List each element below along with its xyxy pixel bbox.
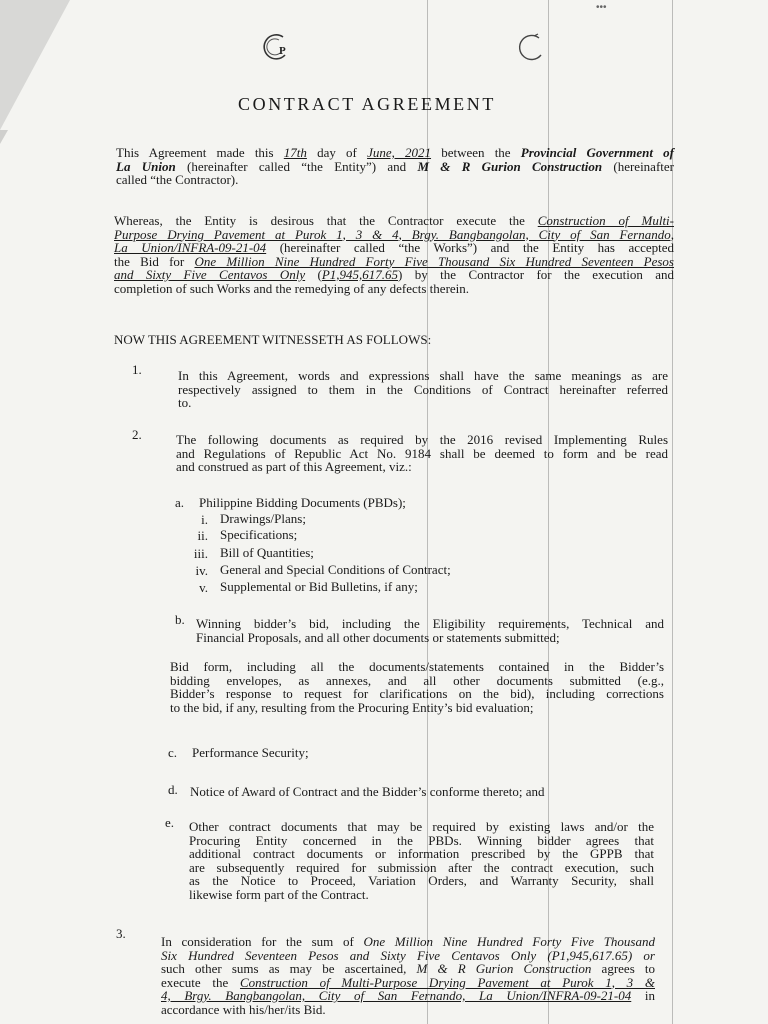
bid-amount: P1,945,617.65 xyxy=(321,267,399,282)
provincial-seal-icon xyxy=(258,30,292,64)
text-line xyxy=(161,989,655,1003)
project-name: Construction of Multi-Purpose Drying Pavement at Purok 1, 3 & xyxy=(239,974,655,990)
document-title: CONTRACT AGREEMENT xyxy=(238,94,496,114)
text-line xyxy=(161,949,655,963)
text: This Agreement made this xyxy=(116,145,284,160)
amount: (P1,945,617.65) or xyxy=(536,947,655,963)
project-name: 4, Brgy. Bangbangolan, City of San Fernando, La Union/INFRA-09-21-04 xyxy=(161,988,632,1003)
preamble-paragraph xyxy=(116,146,674,187)
text-line: and construed as part of this Agreement, viz.: xyxy=(176,459,412,474)
list-item-a: Philippine Bidding Documents (PBDs); xyxy=(199,495,406,510)
project-name: Construction of Multi- xyxy=(537,213,674,228)
contractor-name: M & R Gurion Construction xyxy=(416,961,592,976)
contract-day: 17th xyxy=(283,145,307,160)
text-line xyxy=(161,976,655,990)
top-mark: ••• xyxy=(596,2,607,13)
svg-text:P: P xyxy=(279,45,286,57)
item-1-paragraph xyxy=(178,369,668,410)
text-line xyxy=(116,160,674,174)
item-number: 3. xyxy=(116,926,126,941)
sub-item: Drawings/Plans; xyxy=(220,511,306,526)
bid-amount-words: One Million Nine Hundred Forty Five Thousand Six Hundred Seventeen Pesos xyxy=(194,253,674,269)
text-line: Bid form, including all the documents/statements contained in the Bidder’s xyxy=(170,659,664,674)
text-line: In this Agreement, words and expressions shall have the same meanings as are xyxy=(178,368,668,383)
item-3-paragraph xyxy=(161,935,655,1016)
text-line: The following documents as required by the 2016 revised Implementing Rules xyxy=(176,432,668,447)
item-letter: a. xyxy=(175,495,185,510)
sub-item-number: iii. xyxy=(193,546,208,561)
text-line: as the Notice to Proceed, Variation Orders, and Warranty Security, shall xyxy=(189,873,654,888)
sub-item-number: iv. xyxy=(195,563,208,578)
text: agrees to xyxy=(591,961,656,976)
bid-amount-words: and Sixty Five Centavos Only xyxy=(114,267,306,282)
text-line: Other contract documents that may be required by existing laws and/or the xyxy=(189,819,654,834)
item-letter: d. xyxy=(168,782,178,797)
item-number: 2. xyxy=(132,427,142,442)
amount-words: One Million Nine Hundred Forty Five Thousand xyxy=(363,934,655,949)
sub-item: General and Special Conditions of Contract; xyxy=(220,562,451,577)
text-line xyxy=(114,255,674,269)
list-item-d: Notice of Award of Contract and the Bidder’s conforme thereto; and xyxy=(190,784,545,799)
text: ) by the Contractor for the execution and xyxy=(398,267,674,282)
text: (hereinafter called “the Works”) and the Entity has accepted xyxy=(266,240,674,255)
text-line: are subsequently required for submission after the contract execution, such xyxy=(189,859,654,875)
item-letter: e. xyxy=(165,815,175,830)
witnesseth-heading: NOW THIS AGREEMENT WITNESSETH AS FOLLOWS: xyxy=(114,332,432,347)
text-line: to the bid, if any, resulting from the Procuring Entity’s bid evaluation; xyxy=(170,699,534,715)
folded-corner-shadow xyxy=(0,130,8,144)
amount-words: Six Hundred Seventeen Pesos and Sixty Five Centavos Only xyxy=(161,947,537,963)
text: In consideration for the sum of xyxy=(161,934,364,949)
text-line xyxy=(161,962,655,976)
contractor-name: M & R Gurion Construction xyxy=(417,158,603,174)
text: (hereinafter called “the Entity”) and xyxy=(175,158,418,174)
list-item-b xyxy=(196,617,664,644)
text: Whereas, the Entity is desirous that the Contractor execute the xyxy=(114,213,538,228)
sub-item: Bill of Quantities; xyxy=(220,545,314,560)
list-item-c: Performance Security; xyxy=(192,745,309,760)
text-line: bidding envelopes, as annexes, and all other documents submitted (e.g., xyxy=(170,672,664,688)
text-line: called “the Contractor). xyxy=(116,172,239,187)
text-line: Procuring Entity concerned in the PBDs. Winning bidder agrees that xyxy=(189,832,654,848)
item-letter: b. xyxy=(175,612,185,627)
text: such other sums as may be ascertained, xyxy=(161,961,417,976)
sub-item-number: ii. xyxy=(197,528,208,543)
text: in xyxy=(631,988,655,1003)
text: the Bid for xyxy=(114,253,195,269)
sub-item: Supplemental or Bid Bulletins, if any; xyxy=(220,579,418,594)
list-item-e xyxy=(189,820,654,901)
item-number: 1. xyxy=(132,362,142,377)
text-line xyxy=(114,268,674,282)
text: ( xyxy=(305,267,322,282)
bid-form-paragraph xyxy=(170,660,664,714)
text: day of xyxy=(306,145,368,160)
text-line xyxy=(161,935,655,949)
text-line xyxy=(114,241,674,255)
contract-month: June, 2021 xyxy=(367,145,432,160)
text-line: likewise form part of the Contract. xyxy=(189,886,369,902)
text-line: respectively assigned to them in the Conditions of Contract hereinafter referred xyxy=(178,381,668,397)
entity-name: Provincial Government of xyxy=(520,145,674,160)
text-line: to. xyxy=(178,395,192,410)
entity-name: La Union xyxy=(116,158,176,174)
project-name: Purpose Drying Pavement at Purok 1, 3 & 4, Brgy. Bangbangolan, City of San Fernando, xyxy=(114,226,674,242)
sub-item-number: v. xyxy=(199,580,208,595)
whereas-paragraph xyxy=(114,214,674,295)
seal-icon xyxy=(514,30,548,64)
text-line: and Regulations of Republic Act No. 9184 shall be deemed to form and be read xyxy=(176,445,668,461)
text: (hereinafter xyxy=(602,158,674,174)
sub-item-number: i. xyxy=(201,512,208,527)
text-line: completion of such Works and the remedying of any defects therein. xyxy=(114,280,470,296)
item-letter: c. xyxy=(168,745,178,760)
text-line xyxy=(116,146,674,160)
text: execute the xyxy=(161,974,240,990)
text: between the xyxy=(431,145,521,160)
text-line: Winning bidder’s bid, including the Eligibility requirements, Technical and xyxy=(196,616,664,631)
text-line xyxy=(114,214,674,228)
project-code: La Union/INFRA-09-21-04 xyxy=(114,240,267,255)
text-line: additional contract documents or information prescribed by the GPPB that xyxy=(189,846,654,861)
text-line: Bidder’s response to request for clarifications on the bid), including corrections xyxy=(170,686,664,701)
text-line: accordance with his/her/its Bid. xyxy=(161,1001,326,1017)
sub-item: Specifications; xyxy=(220,527,298,542)
text-line: Financial Proposals, and all other documents or statements submitted; xyxy=(196,629,560,645)
folded-corner xyxy=(0,0,70,130)
item-2-paragraph xyxy=(176,433,668,474)
